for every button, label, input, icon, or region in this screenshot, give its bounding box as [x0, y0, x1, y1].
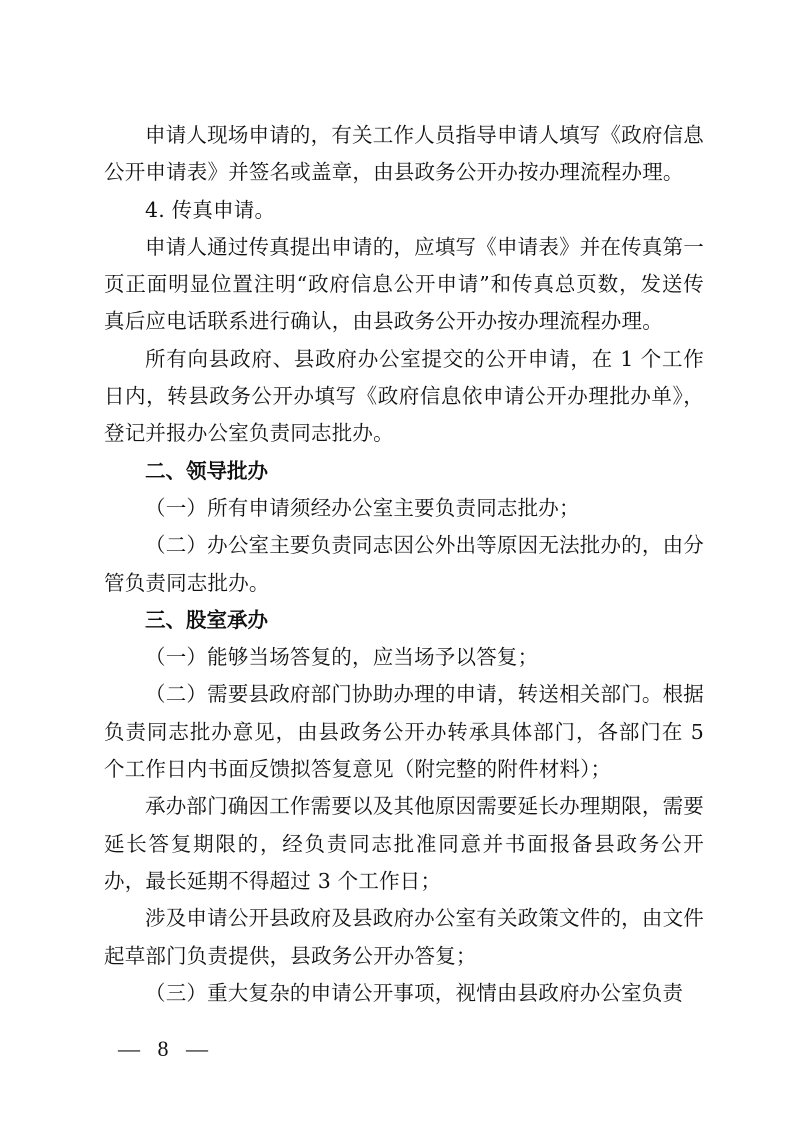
paragraph: 4. 传真申请。 — [145, 197, 276, 222]
paragraph: （三）重大复杂的申请公开事项，视情由县政府办公室负责 — [145, 980, 684, 1005]
paragraph: 涉及申请公开县政府及县政府办公室有关政策文件的，由文件起草部门负责提供，县政务公开办答复； — [104, 906, 704, 968]
paragraph: 申请人通过传真提出申请的，应填写《申请表》并在传真第一页正面明显位置注明“政府信息公开申请”和传真总页数，发送传真后应电话联系进行确认，由县政务公开办按办理流程办理。 — [104, 234, 704, 334]
section-heading: 三、股室承办 — [145, 607, 268, 632]
paragraph: （一）能够当场答复的，应当场予以答复； — [145, 645, 539, 670]
paragraph: （一）所有申请须经办公室主要负责同志批办； — [145, 495, 580, 520]
page-number: — 8 — — [118, 1036, 214, 1061]
body-text — [104, 117, 704, 1012]
paragraph: （二）办公室主要负责同志因公外出等原因无法批办的，由分管负责同志批办。 — [104, 533, 704, 595]
paragraph: 所有向县政府、县政府办公室提交的公开申请，在 1 个工作日内，转县政务公开办填写《政府信息依申请公开办理批办单》，登记并报办公室负责同志批办。 — [104, 346, 704, 446]
paragraph: 申请人现场申请的，有关工作人员指导申请人填写《政府信息公开申请表》并签名或盖章，由县政务公开办按办理流程办理。 — [104, 123, 704, 185]
paragraph: 承办部门确因工作需要以及其他原因需要延长办理期限，需要延长答复期限的，经负责同志批准同意并书面报备县政务公开办，最长延期不得超过 3 个工作日； — [104, 794, 704, 893]
section-heading: 二、领导批办 — [145, 458, 268, 483]
paragraph: （二）需要县政府部门协助办理的申请，转送相关部门。根据负责同志批办意见，由县政务公开办转承具体部门，各部门在 5 个工作日内书面反馈拟答复意见（附完整的附件材料）； — [104, 682, 704, 782]
